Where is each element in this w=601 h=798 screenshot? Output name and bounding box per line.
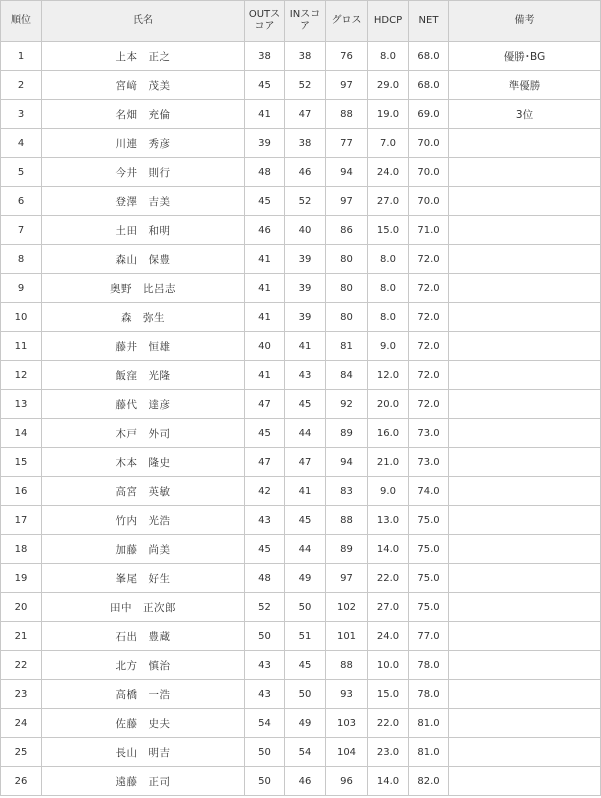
cell-in-score: 45 (285, 651, 326, 680)
cell-out-score: 45 (245, 71, 285, 100)
cell-net: 81.0 (409, 709, 449, 738)
table-row (1, 361, 601, 390)
cell-gross: 80 (326, 303, 368, 332)
cell-hdcp: 15.0 (368, 680, 409, 709)
cell-in-score: 49 (285, 709, 326, 738)
cell-hdcp: 24.0 (368, 622, 409, 651)
cell-out-score: 46 (245, 216, 285, 245)
cell-hdcp: 27.0 (368, 593, 409, 622)
table-row (1, 303, 601, 332)
cell-rank: 4 (1, 129, 42, 158)
cell-out-score: 50 (245, 622, 285, 651)
cell-note (449, 390, 601, 419)
cell-out-score: 45 (245, 419, 285, 448)
cell-name: 藤井 恒雄 (42, 332, 245, 361)
cell-hdcp: 9.0 (368, 477, 409, 506)
cell-in-score: 39 (285, 303, 326, 332)
cell-in-score: 46 (285, 767, 326, 796)
cell-gross: 97 (326, 71, 368, 100)
cell-in-score: 39 (285, 274, 326, 303)
cell-note (449, 535, 601, 564)
cell-in-score: 39 (285, 245, 326, 274)
cell-name: 竹内 光浩 (42, 506, 245, 535)
cell-name: 上本 正之 (42, 42, 245, 71)
cell-gross: 104 (326, 738, 368, 767)
cell-rank: 20 (1, 593, 42, 622)
cell-in-score: 46 (285, 158, 326, 187)
cell-hdcp: 16.0 (368, 419, 409, 448)
cell-rank: 18 (1, 535, 42, 564)
table-row (1, 129, 601, 158)
table-row (1, 100, 601, 129)
cell-rank: 5 (1, 158, 42, 187)
cell-gross: 89 (326, 535, 368, 564)
cell-in-score: 54 (285, 738, 326, 767)
cell-note (449, 564, 601, 593)
cell-in-score: 38 (285, 129, 326, 158)
cell-hdcp: 9.0 (368, 332, 409, 361)
cell-hdcp: 10.0 (368, 651, 409, 680)
cell-hdcp: 29.0 (368, 71, 409, 100)
cell-net: 68.0 (409, 71, 449, 100)
table-row (1, 738, 601, 767)
cell-net: 78.0 (409, 680, 449, 709)
cell-gross: 89 (326, 419, 368, 448)
cell-hdcp: 8.0 (368, 245, 409, 274)
table-row (1, 187, 601, 216)
cell-gross: 102 (326, 593, 368, 622)
cell-name: 森山 保豊 (42, 245, 245, 274)
cell-in-score: 44 (285, 419, 326, 448)
cell-out-score: 38 (245, 42, 285, 71)
cell-gross: 94 (326, 158, 368, 187)
cell-note: 準優勝 (449, 71, 601, 100)
cell-note (449, 593, 601, 622)
cell-in-score: 45 (285, 506, 326, 535)
cell-net: 75.0 (409, 506, 449, 535)
header-rank: 順位 (1, 1, 42, 42)
cell-gross: 92 (326, 390, 368, 419)
table-row (1, 245, 601, 274)
cell-gross: 94 (326, 448, 368, 477)
cell-rank: 2 (1, 71, 42, 100)
cell-note (449, 506, 601, 535)
cell-in-score: 47 (285, 100, 326, 129)
cell-rank: 7 (1, 216, 42, 245)
header-net: NET (409, 1, 449, 42)
header-out-score: OUTスコア (245, 1, 285, 42)
cell-rank: 10 (1, 303, 42, 332)
cell-name: 宮﨑 茂美 (42, 71, 245, 100)
cell-out-score: 52 (245, 593, 285, 622)
cell-in-score: 50 (285, 680, 326, 709)
cell-name: 土田 和明 (42, 216, 245, 245)
cell-rank: 26 (1, 767, 42, 796)
cell-gross: 88 (326, 651, 368, 680)
cell-name: 藤代 達彦 (42, 390, 245, 419)
table-row (1, 535, 601, 564)
cell-note (449, 448, 601, 477)
cell-gross: 84 (326, 361, 368, 390)
cell-note (449, 738, 601, 767)
header-note: 備考 (449, 1, 601, 42)
cell-out-score: 45 (245, 187, 285, 216)
cell-rank: 6 (1, 187, 42, 216)
cell-note (449, 651, 601, 680)
cell-rank: 19 (1, 564, 42, 593)
cell-name: 飯窪 光隆 (42, 361, 245, 390)
cell-hdcp: 8.0 (368, 274, 409, 303)
cell-hdcp: 27.0 (368, 187, 409, 216)
table-header (1, 1, 601, 42)
cell-in-score: 52 (285, 71, 326, 100)
header-hdcp: HDCP (368, 1, 409, 42)
cell-rank: 21 (1, 622, 42, 651)
table-row (1, 651, 601, 680)
cell-rank: 8 (1, 245, 42, 274)
cell-name: 加藤 尚美 (42, 535, 245, 564)
cell-rank: 23 (1, 680, 42, 709)
table-row (1, 390, 601, 419)
cell-name: 登澤 吉美 (42, 187, 245, 216)
cell-note (449, 303, 601, 332)
cell-name: 名畑 充倫 (42, 100, 245, 129)
cell-net: 72.0 (409, 303, 449, 332)
cell-note (449, 622, 601, 651)
table-row (1, 71, 601, 100)
cell-gross: 81 (326, 332, 368, 361)
cell-in-score: 43 (285, 361, 326, 390)
table-row (1, 680, 601, 709)
cell-in-score: 51 (285, 622, 326, 651)
cell-net: 82.0 (409, 767, 449, 796)
table-row (1, 216, 601, 245)
cell-out-score: 42 (245, 477, 285, 506)
table-body (1, 42, 601, 796)
cell-hdcp: 14.0 (368, 767, 409, 796)
cell-net: 71.0 (409, 216, 449, 245)
cell-out-score: 39 (245, 129, 285, 158)
cell-in-score: 49 (285, 564, 326, 593)
cell-hdcp: 8.0 (368, 303, 409, 332)
table-row (1, 332, 601, 361)
table-row (1, 709, 601, 738)
cell-net: 81.0 (409, 738, 449, 767)
cell-name: 木本 隆史 (42, 448, 245, 477)
cell-rank: 14 (1, 419, 42, 448)
cell-note (449, 419, 601, 448)
cell-note (449, 709, 601, 738)
cell-net: 75.0 (409, 564, 449, 593)
cell-in-score: 50 (285, 593, 326, 622)
table-row (1, 477, 601, 506)
cell-gross: 97 (326, 187, 368, 216)
cell-note (449, 361, 601, 390)
header-name: 氏名 (42, 1, 245, 42)
cell-out-score: 48 (245, 564, 285, 593)
cell-rank: 9 (1, 274, 42, 303)
cell-in-score: 41 (285, 477, 326, 506)
cell-hdcp: 24.0 (368, 158, 409, 187)
table-row (1, 158, 601, 187)
cell-out-score: 41 (245, 274, 285, 303)
cell-net: 72.0 (409, 361, 449, 390)
cell-note (449, 767, 601, 796)
cell-name: 長山 明吉 (42, 738, 245, 767)
cell-out-score: 50 (245, 738, 285, 767)
cell-net: 72.0 (409, 332, 449, 361)
cell-rank: 12 (1, 361, 42, 390)
cell-gross: 93 (326, 680, 368, 709)
cell-name: 田中 正次郎 (42, 593, 245, 622)
cell-hdcp: 13.0 (368, 506, 409, 535)
cell-out-score: 54 (245, 709, 285, 738)
cell-net: 78.0 (409, 651, 449, 680)
table-row (1, 767, 601, 796)
cell-net: 70.0 (409, 129, 449, 158)
cell-name: 高橋 一浩 (42, 680, 245, 709)
cell-note (449, 680, 601, 709)
cell-in-score: 52 (285, 187, 326, 216)
cell-out-score: 50 (245, 767, 285, 796)
cell-in-score: 40 (285, 216, 326, 245)
table-row (1, 274, 601, 303)
cell-name: 高宮 英敏 (42, 477, 245, 506)
cell-hdcp: 21.0 (368, 448, 409, 477)
cell-out-score: 43 (245, 651, 285, 680)
cell-name: 川連 秀彦 (42, 129, 245, 158)
cell-name: 奥野 比呂志 (42, 274, 245, 303)
table-row (1, 506, 601, 535)
cell-rank: 22 (1, 651, 42, 680)
cell-gross: 77 (326, 129, 368, 158)
cell-name: 遠藤 正司 (42, 767, 245, 796)
cell-note: 3位 (449, 100, 601, 129)
table-row (1, 42, 601, 71)
cell-gross: 86 (326, 216, 368, 245)
cell-out-score: 47 (245, 448, 285, 477)
cell-net: 72.0 (409, 274, 449, 303)
cell-rank: 3 (1, 100, 42, 129)
table-row (1, 419, 601, 448)
cell-note (449, 332, 601, 361)
cell-gross: 80 (326, 274, 368, 303)
cell-gross: 76 (326, 42, 368, 71)
cell-hdcp: 7.0 (368, 129, 409, 158)
cell-note (449, 158, 601, 187)
cell-in-score: 41 (285, 332, 326, 361)
cell-hdcp: 22.0 (368, 564, 409, 593)
cell-name: 石出 豊蔵 (42, 622, 245, 651)
cell-net: 73.0 (409, 419, 449, 448)
cell-net: 72.0 (409, 245, 449, 274)
cell-note (449, 274, 601, 303)
cell-out-score: 41 (245, 303, 285, 332)
cell-hdcp: 23.0 (368, 738, 409, 767)
table-row (1, 448, 601, 477)
cell-net: 70.0 (409, 158, 449, 187)
cell-gross: 101 (326, 622, 368, 651)
cell-out-score: 43 (245, 506, 285, 535)
cell-out-score: 48 (245, 158, 285, 187)
cell-hdcp: 20.0 (368, 390, 409, 419)
cell-note (449, 245, 601, 274)
cell-out-score: 47 (245, 390, 285, 419)
cell-note (449, 477, 601, 506)
cell-name: 峯尾 好生 (42, 564, 245, 593)
cell-name: 森 弥生 (42, 303, 245, 332)
cell-hdcp: 19.0 (368, 100, 409, 129)
cell-rank: 15 (1, 448, 42, 477)
cell-hdcp: 14.0 (368, 535, 409, 564)
cell-out-score: 45 (245, 535, 285, 564)
cell-net: 70.0 (409, 187, 449, 216)
cell-hdcp: 15.0 (368, 216, 409, 245)
cell-out-score: 41 (245, 245, 285, 274)
cell-rank: 17 (1, 506, 42, 535)
cell-out-score: 41 (245, 100, 285, 129)
cell-rank: 16 (1, 477, 42, 506)
cell-rank: 25 (1, 738, 42, 767)
cell-name: 木戸 外司 (42, 419, 245, 448)
cell-gross: 83 (326, 477, 368, 506)
cell-net: 68.0 (409, 42, 449, 71)
cell-name: 北方 慎治 (42, 651, 245, 680)
header-row (1, 1, 601, 42)
cell-name: 今井 則行 (42, 158, 245, 187)
cell-hdcp: 8.0 (368, 42, 409, 71)
cell-out-score: 43 (245, 680, 285, 709)
cell-rank: 13 (1, 390, 42, 419)
cell-net: 72.0 (409, 390, 449, 419)
cell-note (449, 216, 601, 245)
cell-net: 75.0 (409, 535, 449, 564)
header-in-score: INスコア (285, 1, 326, 42)
cell-note: 優勝･BG (449, 42, 601, 71)
cell-note (449, 129, 601, 158)
cell-net: 77.0 (409, 622, 449, 651)
cell-net: 69.0 (409, 100, 449, 129)
cell-in-score: 45 (285, 390, 326, 419)
cell-net: 75.0 (409, 593, 449, 622)
cell-in-score: 38 (285, 42, 326, 71)
cell-gross: 97 (326, 564, 368, 593)
cell-name: 佐藤 史夫 (42, 709, 245, 738)
cell-gross: 88 (326, 506, 368, 535)
cell-rank: 24 (1, 709, 42, 738)
table-row (1, 593, 601, 622)
cell-gross: 103 (326, 709, 368, 738)
cell-note (449, 187, 601, 216)
cell-in-score: 44 (285, 535, 326, 564)
table-row (1, 622, 601, 651)
table-row (1, 564, 601, 593)
cell-out-score: 41 (245, 361, 285, 390)
header-gross: グロス (326, 1, 368, 42)
cell-hdcp: 22.0 (368, 709, 409, 738)
cell-net: 73.0 (409, 448, 449, 477)
cell-out-score: 40 (245, 332, 285, 361)
cell-gross: 96 (326, 767, 368, 796)
cell-gross: 88 (326, 100, 368, 129)
cell-net: 74.0 (409, 477, 449, 506)
cell-rank: 1 (1, 42, 42, 71)
cell-hdcp: 12.0 (368, 361, 409, 390)
cell-rank: 11 (1, 332, 42, 361)
cell-gross: 80 (326, 245, 368, 274)
cell-in-score: 47 (285, 448, 326, 477)
